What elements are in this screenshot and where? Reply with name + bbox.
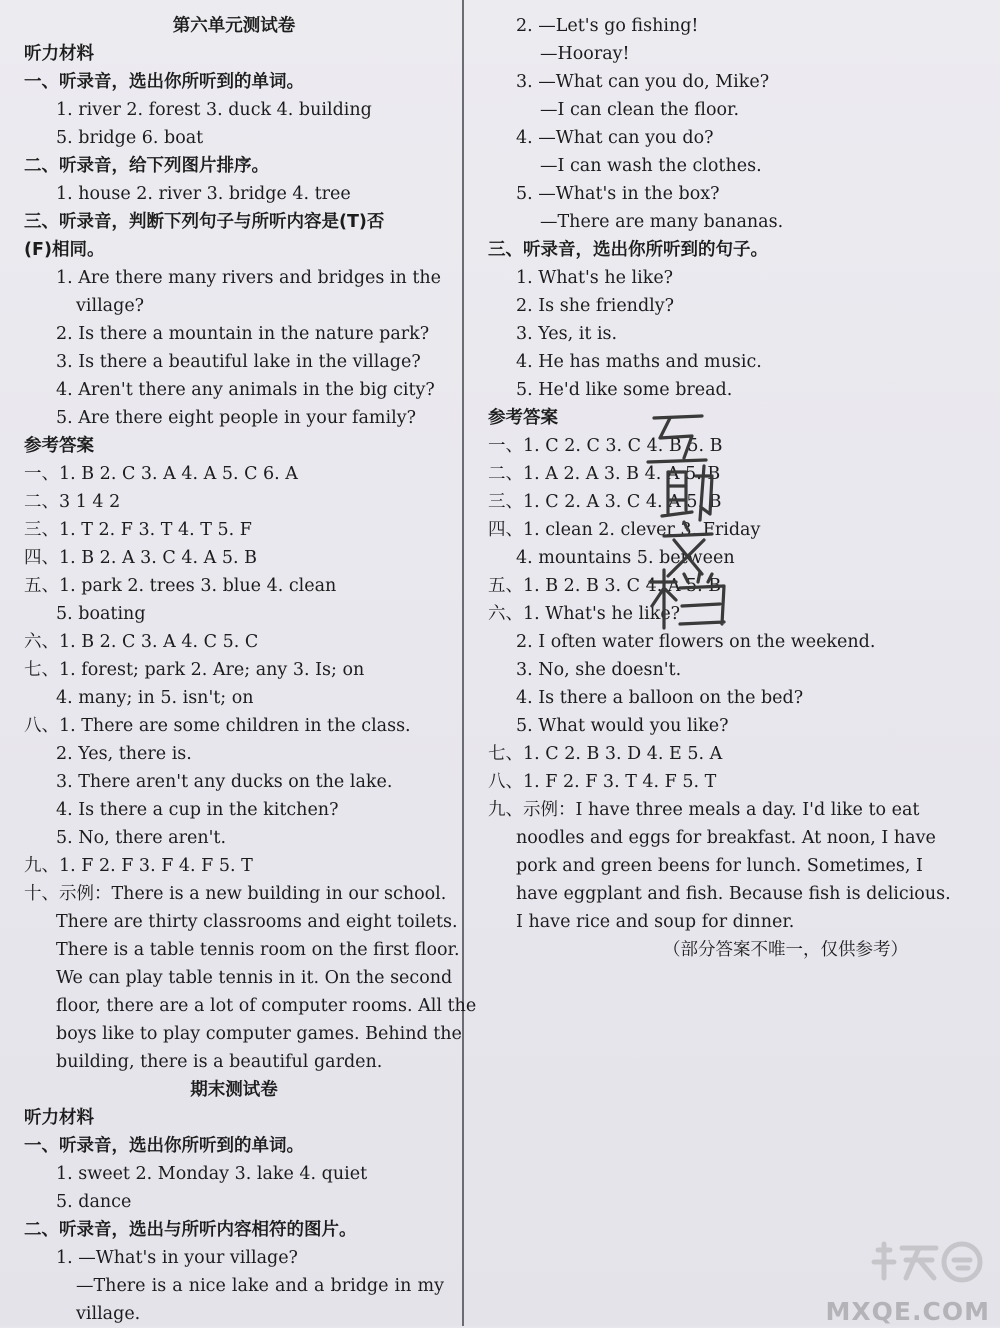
left-line-45: —There is a nice lake and a bridge in my [76, 1276, 444, 1296]
left-line-20: 五、1. park 2. trees 3. blue 4. clean [24, 576, 337, 596]
watermark-text: MXQE.COM [825, 1297, 990, 1326]
left-line-36: boys like to play computer games. Behind the [56, 1024, 462, 1044]
right-line-3: —I can clean the floor. [540, 100, 740, 120]
left-line-22: 六、1. B 2. C 3. A 4. C 5. C [24, 632, 259, 652]
left-line-15: 参考答案 [24, 436, 94, 456]
right-line-13: 5. He'd like some bread. [516, 380, 733, 400]
left-column-lines [24, 12, 477, 1328]
left-line-21: 5. boating [56, 604, 146, 624]
right-line-5: —I can wash the clothes. [540, 156, 762, 176]
column-divider [462, 0, 464, 1326]
left-line-38: 期末测试卷 [190, 1080, 278, 1100]
left-line-29: 5. No, there aren't. [56, 828, 227, 848]
left-line-9: 1. Are there many rivers and bridges in the [56, 268, 442, 288]
left-line-17: 二、3 1 4 2 [24, 492, 121, 512]
left-line-1: 听力材料 [24, 44, 94, 64]
left-line-7: 三、听录音，判断下列句子与所听内容是(T)否 [24, 212, 385, 232]
right-line-26: 七、1. C 2. B 3. D 4. E 5. A [488, 744, 723, 764]
left-line-28: 4. Is there a cup in the kitchen? [56, 800, 339, 820]
right-line-8: 三、听录音，选出你所听到的句子。 [488, 240, 768, 260]
right-line-1: —Hooray! [540, 44, 630, 64]
right-line-33: （部分答案不唯一，仅供参考） [663, 940, 908, 960]
left-line-39: 听力材料 [24, 1108, 94, 1128]
left-line-32: There are thirty classrooms and eight toilets. [56, 912, 458, 932]
left-line-40: 一、听录音，选出你所听到的单词。 [24, 1136, 304, 1156]
left-line-30: 九、1. F 2. F 3. F 4. F 5. T [24, 856, 253, 876]
right-line-4: 4. —What can you do? [516, 128, 714, 148]
left-line-10: village? [76, 296, 145, 316]
left-column [24, 12, 477, 1328]
left-line-3: 1. river 2. forest 3. duck 4. building [56, 100, 372, 120]
left-line-41: 1. sweet 2. Monday 3. lake 4. quiet [56, 1164, 368, 1184]
right-line-16: 二、1. A 2. A 3. B 4. A 5. B [488, 464, 721, 484]
right-line-30: pork and green beens for lunch. Sometimes, I [516, 856, 923, 876]
left-line-2: 一、听录音，选出你所听到的单词。 [24, 72, 304, 92]
right-line-23: 3. No, she doesn't. [516, 660, 682, 680]
left-line-37: building, there is a beautiful garden. [56, 1052, 383, 1072]
right-line-31: have eggplant and fish. Because fish is delicious. [516, 884, 951, 904]
left-line-5: 二、听录音，给下列图片排序。 [24, 156, 269, 176]
left-line-14: 5. Are there eight people in your family? [56, 408, 416, 428]
right-line-0: 2. —Let's go fishing! [516, 16, 699, 36]
right-line-10: 2. Is she friendly? [516, 296, 675, 316]
left-line-19: 四、1. B 2. A 3. C 4. A 5. B [24, 548, 257, 568]
left-line-24: 4. many; in 5. isn't; on [56, 688, 254, 708]
left-line-11: 2. Is there a mountain in the nature park? [56, 324, 430, 344]
right-line-18: 四、1. clean 2. clever 3. Friday [488, 520, 761, 540]
left-line-12: 3. Is there a beautiful lake in the village? [56, 352, 421, 372]
right-line-24: 4. Is there a balloon on the bed? [516, 688, 804, 708]
left-line-16: 一、1. B 2. C 3. A 4. A 5. C 6. A [24, 464, 298, 484]
right-line-17: 三、1. C 2. A 3. C 4. A 5. B [488, 492, 722, 512]
left-line-35: floor, there are a lot of computer rooms. All the [56, 996, 477, 1016]
right-line-25: 5. What would you like? [516, 716, 729, 736]
right-line-14: 参考答案 [488, 408, 558, 428]
right-line-27: 八、1. F 2. F 3. T 4. F 5. T [488, 772, 717, 792]
right-line-15: 一、1. C 2. C 3. C 4. B 5. B [488, 436, 723, 456]
right-line-19: 4. mountains 5. between [516, 548, 735, 568]
left-line-31: 十、示例：There is a new building in our school. [24, 884, 447, 904]
left-line-43: 二、听录音，选出与所听内容相符的图片。 [24, 1220, 357, 1240]
right-line-20: 五、1. B 2. B 3. C 4. A 5. B [488, 576, 722, 596]
left-line-4: 5. bridge 6. boat [56, 128, 204, 148]
left-line-33: There is a table tennis room on the first floor. [56, 940, 460, 960]
right-line-9: 1. What's he like? [516, 268, 674, 288]
left-line-23: 七、1. forest; park 2. Are; any 3. Is; on [24, 660, 365, 680]
left-line-13: 4. Aren't there any animals in the big city? [56, 380, 435, 400]
left-line-27: 3. There aren't any ducks on the lake. [56, 772, 393, 792]
right-line-22: 2. I often water flowers on the weekend. [516, 632, 876, 652]
right-line-32: I have rice and soup for dinner. [516, 912, 795, 932]
right-line-12: 4. He has maths and music. [516, 352, 762, 372]
left-line-44: 1. —What's in your village? [56, 1248, 298, 1268]
right-line-6: 5. —What's in the box? [516, 184, 720, 204]
left-line-46: village. [76, 1304, 141, 1324]
right-line-21: 六、1. What's he like? [488, 604, 681, 624]
right-column [488, 12, 951, 964]
left-line-6: 1. house 2. river 3. bridge 4. tree [56, 184, 351, 204]
left-line-18: 三、1. T 2. F 3. T 4. T 5. F [24, 520, 252, 540]
right-line-7: —There are many bananas. [540, 212, 784, 232]
left-line-42: 5. dance [56, 1192, 132, 1212]
right-line-28: 九、示例：I have three meals a day. I'd like to eat [488, 800, 920, 820]
right-line-11: 3. Yes, it is. [516, 324, 618, 344]
left-line-25: 八、1. There are some children in the class. [24, 716, 411, 736]
left-line-26: 2. Yes, there is. [56, 744, 192, 764]
right-line-29: noodles and eggs for breakfast. At noon, I have [516, 828, 936, 848]
right-line-2: 3. —What can you do, Mike? [516, 72, 770, 92]
left-line-0: 第六单元测试卷 [172, 16, 296, 36]
left-line-34: We can play table tennis in it. On the second [56, 968, 453, 988]
right-column-lines [488, 12, 951, 964]
left-line-8: (F)相同。 [24, 240, 105, 260]
